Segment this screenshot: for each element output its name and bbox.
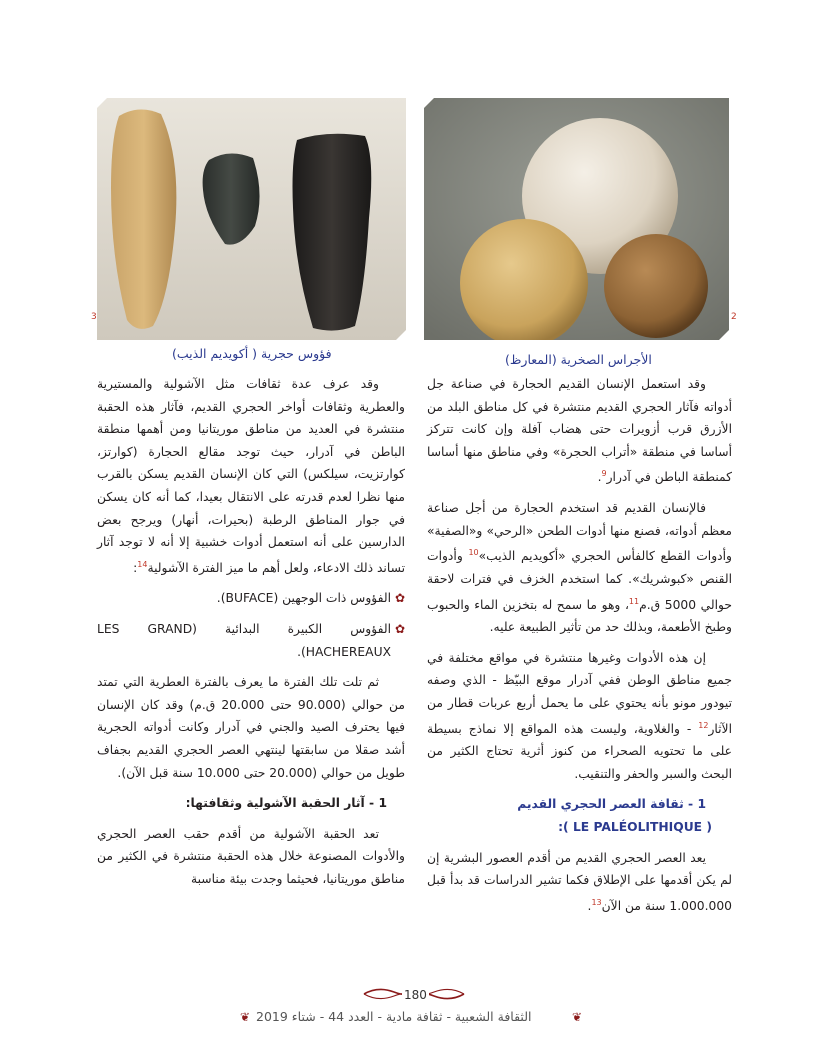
list-item [97,587,405,610]
stone-axes-image [97,98,406,340]
photo-stone-axes [97,98,406,340]
paragraph [427,647,732,786]
section-heading: 1 - ثقافة العصر الحجري القديم [517,797,706,812]
footnote-ref[interactable]: 10 [468,548,479,558]
flower-bullet-icon: ✿ [394,591,405,606]
section-heading-latin: ( LE PALÉOLITHIQUE ): [558,820,712,835]
leaf-ornament-icon: ❦ [572,1010,583,1024]
paragraph-text: يعد العصر الحجري القديم من أقدم العصور البشرية إن لم يكن أقدمها على الإطلاق فكما تشير الدراسات قد بدأ قبل 1.000.000 سنة من الآن [427,850,732,913]
photo-stone-spheres [424,98,729,340]
paragraph: وقد استعمل الإنسان القديم الحجارة في صناعة جل أدواته فآثار الحجري القديم منتشرة في كل مناطق البلد من الأزرق قرب أزويرات حتى هضاب آفلة وإن كانت تتركز أساسا في منطقة «أتراب الحجرة» وفي مناطق منها أساسا كمنطقة الباطن في آدرار$^9$. [427,377,732,485]
paragraph-text: فالإنسان القديم قد استخدم الحجارة من أجل صناعة معظم أدواته، فصنع منها أدوات الطحن «الرحي» و«الصفية» وأدوات القطع كالفأس الحجري «أكويديم الذيب» [427,501,732,564]
footnote-ref[interactable]: 11 [628,596,640,606]
paragraph [97,671,405,784]
stone-spheres-image [424,98,729,340]
flower-bullet-icon: ✿ [394,622,405,637]
photo-number-right: 2 [731,312,737,322]
leaf-ornament-icon: ❦ [240,1010,251,1024]
paragraph [427,497,732,639]
paragraph-text: ثم تلت تلك الفترة ما يعرف بالفترة العطرية التي تمتد من حوالي (90.000 حتى 20.000 ق.م) وقد كان الإنسان فيها يحترف الصيد والجني في آدرار وكانت أدواته الحجرية أشد صقلا من سابقتها لينتهي العصر الحجري القديم بجفاف طويل من حوالي (20.000 حتى 10.000 سنة قبل الآن). [97,675,406,780]
text-column-right [427,373,732,926]
list-item-text: الفؤوس الكبيرة البدائية (LES GRAND HACHEREAUX). [97,622,391,659]
page-number: 180 [404,988,427,1002]
paragraph-text: - والغلاوية، وليست هذه المواقع إلا نماذج بسيطة على ما تحتويه الصحراء من كنوز أثرية تحتاج الكثير من البحث والسبر والحفر والتنقيب. [427,721,732,781]
paragraph: وقد عرف عدة ثقافات مثل الآشولية والمستيرية والعطرية وثقافات أواخر الحجري القديم، فآثار هذه الحقبة منتشرة في العديد من مناطق موريتانيا ومن أهمها منطقة الباطن في آدرار، حيث توجد مقالع الحجارة (كوارتز، كوارتزيت، سيلكس) التي كان الإنسان القديم يسكن بالقرب منها نظرا لعدم قدرته على الانتقال بعيدا، كما أنه كان يسكن في جوار المناطق الرطبة (بحيرات، أنهار) ويرجح بعض الدارسين على أنه استعمل أدوات خشبية إلا أنه لا توجد آثار تساند ذلك الادعاء، ولعل أهم ما ميز الفترة الآشولية$^{14}$: [97,377,405,575]
paragraph-text: وقد عرف عدة ثقافات مثل الآشولية والمستيرية والعطرية وثقافات أواخر الحجري القديم، فآثار هذه الحقبة منتشرة في العديد من مناطق موريتانيا ومن أهمها منطقة الباطن في آدرار، حيث توجد مقالع الحجارة (كوارتز، كوارتزيت، سيلكس) التي كان الإنسان القديم يسكن بالقرب منها نظرا لعدم قدرته على الانتقال بعيدا، كما أنه كان يسكن في جوار المناطق الرطبة (بحيرات، أنهار) ويرجح بعض الدارسين على أنه استعمل أدوات خشبية إلا أنه لا توجد آثار تساند ذلك الادعاء، ولعل أهم ما ميز الفترة الآشولية [97,377,405,575]
photo-number-left: 3 [91,312,97,322]
footnote-ref[interactable]: 12 [698,720,709,730]
paragraph [97,823,405,891]
caption-stone-spheres: الأجراس الصخرية (المعارظ) [505,352,652,367]
paragraph: يعد العصر الحجري القديم من أقدم العصور البشرية إن لم يكن أقدمها على الإطلاق فكما تشير الدراسات قد بدأ قبل 1.000.000 سنة من الآن$^{13}$. [427,850,732,913]
paragraph-text: تعد الحقبة الآشولية من أقدم حقب العصر الحجري والأدوات المصنوعة خلال هذه الحقبة منتشرة في الكثير من مناطق موريتانيا، فحيثما وجدت بيئة مناسبة [97,826,405,886]
paragraph-text: إن هذه الأدوات وغيرها منتشرة في مواقع مختلفة في جميع مناطق الوطن ففي آدرار موقع البيّظ - الذي وصفه تيودور مونو بأنه يحتوي على ما يحمل أربع عربات قطار من الآثار [427,650,732,736]
paragraph-text: وقد استعمل الإنسان القديم الحجارة في صناعة جل أدواته فآثار الحجري القديم منتشرة في كل مناطق البلد من الأزرق قرب أزويرات حتى هضاب آفلة وإن كانت تتركز أساسا في منطقة «أتراب الحجرة» وفي مناطق منها أساسا كمنطقة الباطن في آدرار [427,377,732,485]
footnote-ref[interactable]: 9 [601,469,607,479]
section-heading: 1 - آثار الحقبة الآشولية وثقافتها: [185,796,387,811]
paragraph-text: وأدوات القنص «كبوشريك». كما استخدم الخزف في فترات لاحقة حوالي 5000 ق.م [427,549,732,612]
text-column-left [97,373,405,899]
footer-publication-info: الثقافة الشعبية - ثقافة مادية - العدد 44 - شتاء 2019 [256,1009,532,1024]
footnote-ref[interactable]: 14 [137,559,148,569]
paragraph-text: ، وهو ما سمح له بتخزين الماء والحبوب وطبخ الأطعمة، وبذلك حد من تأثير الطبيعة عليه. [427,597,732,635]
footnote-ref[interactable]: 13 [591,897,602,907]
list-item [97,618,405,663]
list-item-text: الفؤوس ذات الوجهين (BUFACE). [216,591,391,606]
caption-stone-axes: فؤوس حجرية ( أكويديم الذيب) [172,346,332,361]
